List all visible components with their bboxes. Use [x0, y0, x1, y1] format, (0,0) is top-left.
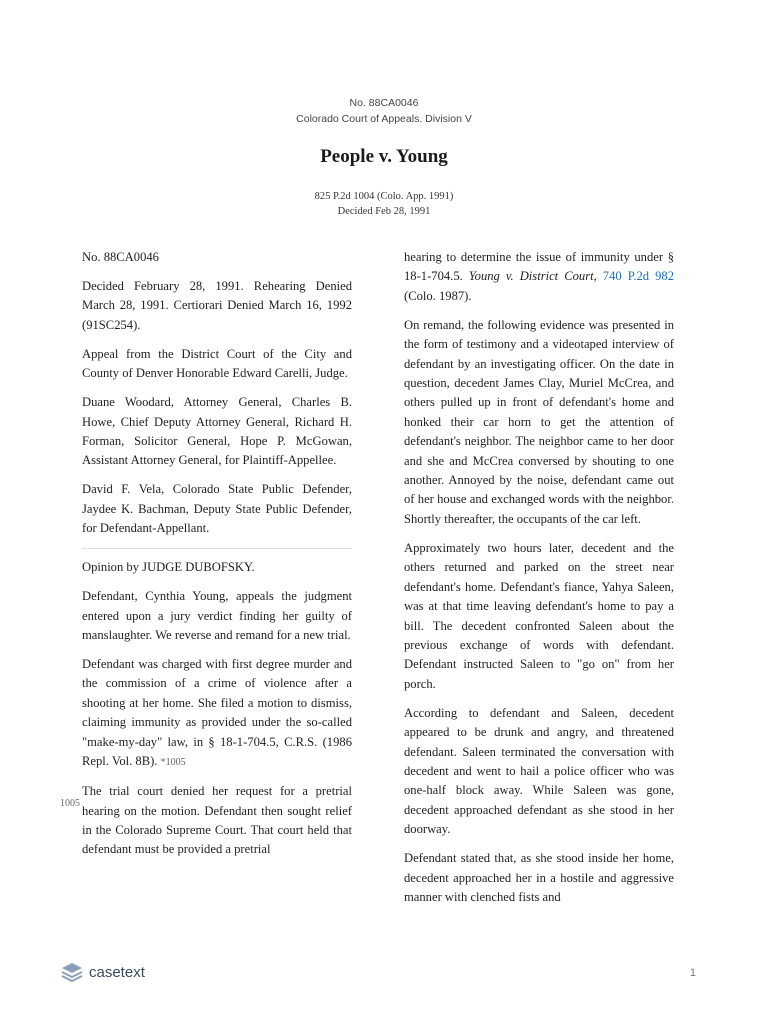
opinion-paragraph: [404, 248, 674, 306]
opinion-author: Opinion by JUDGE DUBOFSKY.: [82, 560, 255, 575]
opinion-paragraph: On remand, the following evidence was presented in the form of testimony and a videotaped interview of defendant by an investigating officer. On the date in question, decedent James Clay, Muriel McCrea, and others pulled up in front of defendant's home and honked their car horn to get the attention of defendant's neighbor. The neighbor came to her door and she and McCrea conversed by shouting to one another. Annoyed by the noise, defendant came out of her house and exchanged words with the neighbor. Shortly thereafter, the occupants of the car left.: [404, 317, 674, 526]
page-marker: *1005: [160, 757, 186, 769]
opinion-paragraph: Approximately two hours later, decedent and the others returned and parked on the street near defendant's home. Defendant's fiance, Yahya Saleen, was at that time leaving defendant's home to pay a bill. The decedent confronted Saleen about the previous exchange of words with defendant. Defendant instructed Saleen to "go on" from her porch.: [404, 540, 674, 691]
margin-page-number: 1005: [60, 798, 80, 809]
docket-paragraph: No. 88CA0046: [82, 250, 159, 264]
case-name: Young v. District Court: [468, 269, 594, 284]
decided-date: Decided Feb 28, 1991: [337, 206, 431, 217]
appellee-counsel-paragraph: Duane Woodard, Attorney General, Charles B. Howe, Chief Deputy Attorney General, Richard H. Forman, Solicitor General, Hope P. McGowan, Assistant Attorney General, for Plaintiff-Appellee.: [82, 395, 352, 468]
left-column: [82, 248, 352, 869]
opinion-text: Defendant was charged with first degree murder and the commission of a crime of violence after a shooting at her home. She filed a motion to dismiss, claiming immunity as provided under the so-called "make-my-day" law, in § 18-1-704.5, C.R.S. (1986 Repl. Vol. 8B).: [82, 657, 352, 769]
opinion-paragraph: Defendant stated that, as she stood inside her home, decedent approached her in a hostile and aggressive manner with clenched fists and: [404, 851, 674, 904]
decision-dates-paragraph: Decided February 28, 1991. Rehearing Denied March 28, 1991. Certiorari Denied March 16, 1992 (91SC254).: [82, 279, 352, 332]
docket-number: No. 88CA0046: [349, 97, 419, 109]
opinion-text: hearing to determine the issue of immunity under § 18-1-704.5.: [404, 250, 674, 284]
citation-link[interactable]: 740 P.2d 982: [602, 269, 674, 284]
appeal-paragraph: Appeal from the District Court of the City and County of Denver Honorable Edward Carelli, Judge.: [82, 346, 352, 381]
right-column: [404, 248, 674, 917]
opinion-paragraph: The trial court denied her request for a pretrial hearing on the motion. Defendant then sought relief in the Colorado Supreme Court. That court held that defendant must be provided a pretrial: [82, 784, 352, 857]
opinion-paragraph: [82, 655, 352, 772]
court-name: Colorado Court of Appeals. Division V: [296, 113, 472, 125]
case-title: People v. Young: [320, 146, 448, 167]
opinion-paragraph: Defendant, Cynthia Young, appeals the judgment entered upon a jury verdict finding her guilty of manslaughter. We reverse and remand for a new trial.: [82, 589, 352, 643]
case-citation: 825 P.2d 1004 (Colo. App. 1991): [314, 191, 454, 202]
appellant-counsel-paragraph: David F. Vela, Colorado State Public Defender, Jaydee K. Bachman, Deputy State Public Defender, for Defendant-Appellant.: [82, 482, 352, 536]
opinion-text: (Colo. 1987).: [404, 288, 472, 303]
section-divider: [82, 548, 352, 549]
casetext-logo[interactable]: [61, 962, 145, 982]
opinion-paragraph: According to defendant and Saleen, decedent appeared to be drunk and angry, and threatened defendant. Saleen terminated the conversation with decedent and went to hail a police officer who was one-half block away. While Saleen was gone, decedent approached defendant as she stood in her doorway.: [404, 705, 674, 837]
page-number: 1: [689, 967, 696, 979]
casetext-logo-icon: [61, 962, 83, 982]
brand-name: casetext: [89, 963, 145, 981]
opinion-text: ,: [593, 269, 603, 284]
